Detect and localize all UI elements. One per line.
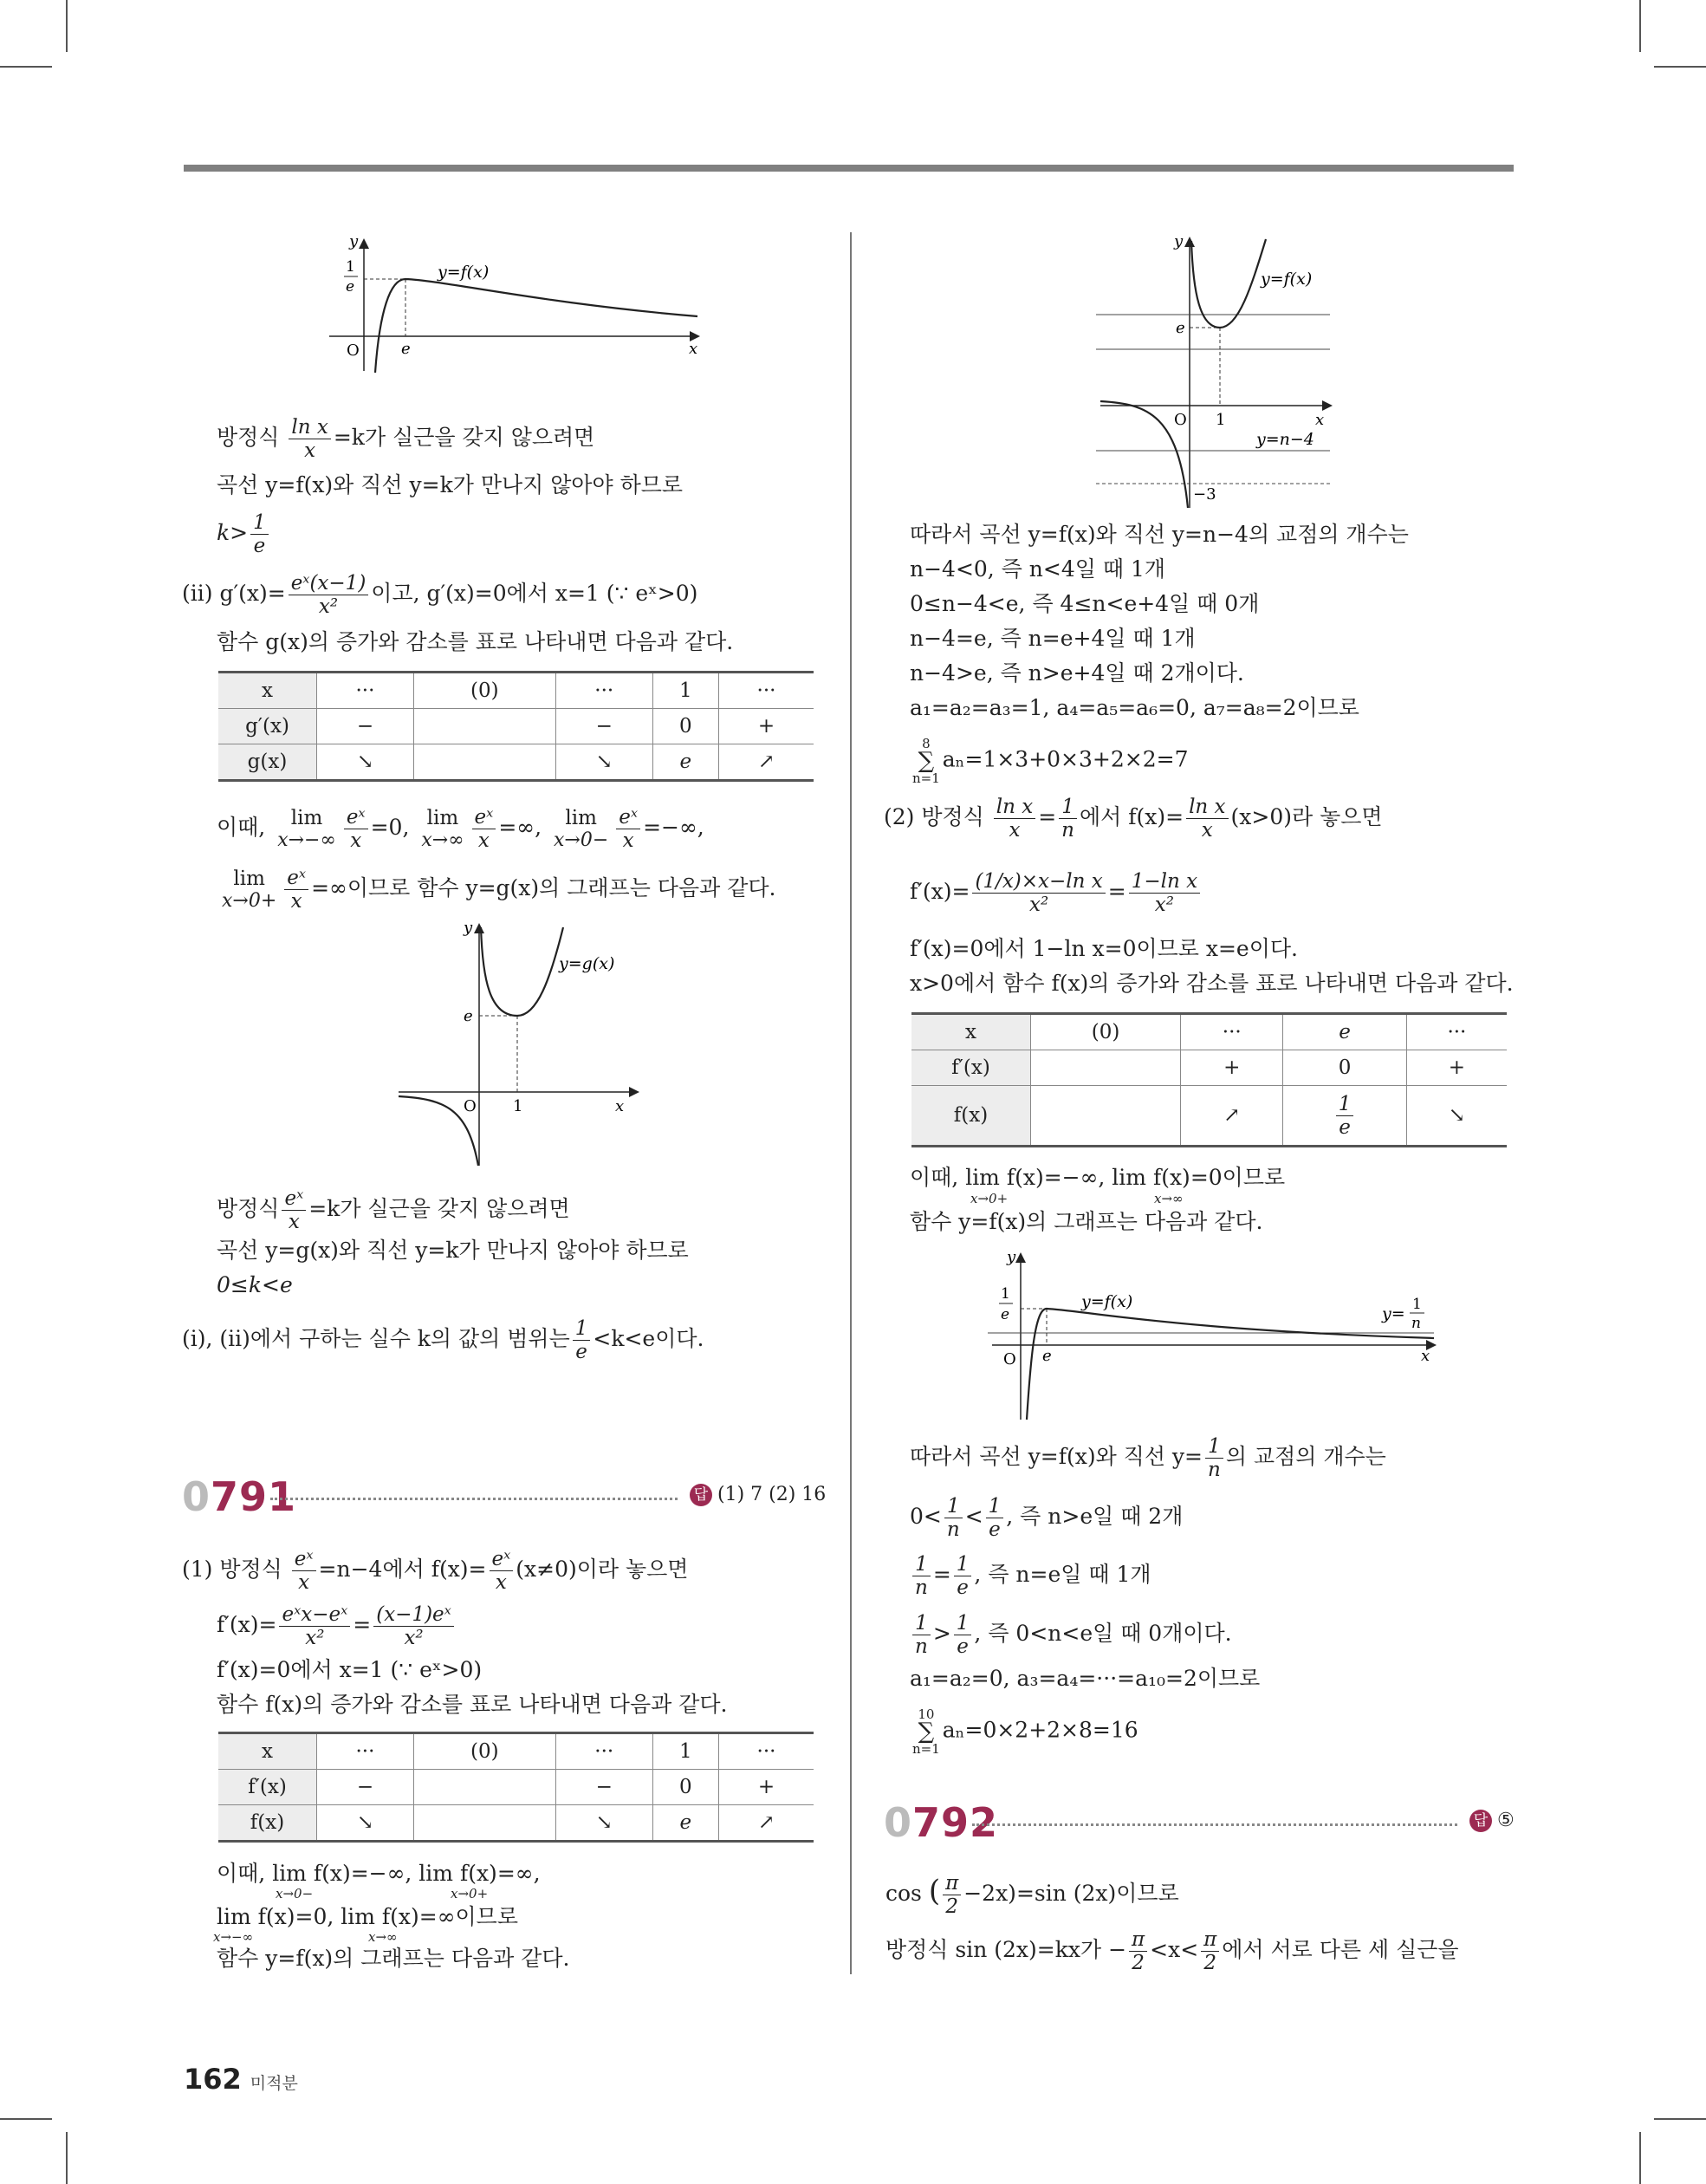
svg-text:1: 1 bbox=[1216, 411, 1226, 429]
text-line: 10 ∑ n=1aₙ=0×2+2×8=16 bbox=[912, 1706, 1138, 1757]
svg-text:y=n−4: y=n−4 bbox=[1256, 430, 1314, 449]
text-line: 함수 y=f(x)의 그래프는 다음과 같다. bbox=[910, 1209, 1263, 1234]
answer-0792: 답 ⑤ bbox=[1469, 1810, 1515, 1832]
text-line: 함수 f(x)의 증가와 감소를 표로 나타내면 다음과 같다. bbox=[217, 1692, 728, 1717]
svg-text:O: O bbox=[1003, 1350, 1016, 1368]
text-line: 이때, lim f(x)=−∞, lim f(x)=0이므로 bbox=[910, 1165, 1286, 1190]
text-line: 8 ∑ n=1aₙ=1×3+0×3+2×2=7 bbox=[912, 736, 1189, 786]
svg-text:O: O bbox=[464, 1097, 477, 1115]
crop-mark bbox=[1639, 2132, 1641, 2184]
dotted-rule bbox=[270, 1498, 678, 1500]
table-g-increase-decrease: x ··· (0) ··· 1 ··· g′(x) − − 0 + g(x) ↘ ↘ e ↗ bbox=[218, 671, 814, 782]
subject-label: 미적분 bbox=[250, 2074, 298, 2093]
graph-g-ex-over-x bbox=[394, 919, 645, 1170]
text-line: n−4=e, 즉 n=e+4일 때 1개 bbox=[910, 626, 1196, 651]
crop-mark bbox=[66, 0, 68, 52]
text-line: x>0에서 함수 f(x)의 증가와 감소를 표로 나타내면 다음과 같다. bbox=[910, 971, 1514, 996]
svg-text:1: 1 bbox=[1001, 1285, 1010, 1303]
dotted-rule bbox=[972, 1823, 1457, 1826]
crop-mark bbox=[1654, 2118, 1706, 2120]
svg-text:O: O bbox=[347, 341, 360, 360]
svg-text:y: y bbox=[1174, 232, 1184, 250]
text-line: (1) 방정식 $\frac{\text{eˣ}}{x}$ =n−4에서 f(x)= $\frac{\text{eˣ}}{x}$ (x≠0)이라 놓으면 bbox=[182, 1548, 689, 1594]
crop-mark bbox=[0, 2118, 52, 2120]
text-line: k> $\frac{1}{e}$ bbox=[217, 511, 271, 557]
svg-text:e: e bbox=[1001, 1306, 1010, 1323]
svg-text:e: e bbox=[346, 278, 355, 296]
header-bar bbox=[184, 165, 1514, 172]
text-line: 함수 g(x)의 증가와 감소를 표로 나타내면 다음과 같다. bbox=[217, 629, 734, 654]
text-line: f′(x)= $\frac{\text{eˣx−eˣ}}{\text{x²}}$ = $\frac{\text{(x−1)eˣ}}{\text{x²}}$ bbox=[217, 1603, 457, 1649]
text-line: 0≤k<e bbox=[217, 1272, 293, 1297]
graph-f-lnx-over-x bbox=[325, 234, 706, 373]
column-divider bbox=[850, 232, 852, 1974]
problem-number-0792: 0792 bbox=[884, 1799, 999, 1846]
text-line: (2) 방정식 $\frac{\text{ln x}}{x}$ = $\frac{1}{n}$ 에서 f(x)= $\frac{\text{ln x}}{x}$ (x>0)라 놓으면 bbox=[884, 796, 1383, 842]
text-line: cos ( $\frac{\pi}{2}$ −2x)=sin (2x)이므로 bbox=[885, 1872, 1179, 1918]
text-line: (i), (ii)에서 구하는 실수 k의 값의 범위는 $\frac{1}{e}$ <k<e이다. bbox=[182, 1317, 704, 1363]
text-line: lim x→0+ $\frac{\text{eˣ}}{x}$ =∞이므로 함수 y=g(x)의 그래프는 다음과 같다. bbox=[222, 867, 776, 913]
text-line: lim f(x)=0, lim f(x)=∞이므로 bbox=[217, 1904, 518, 1929]
svg-text:y: y bbox=[1007, 1248, 1016, 1266]
text-line: (ii) g′(x)= $\frac{\text{eˣ(x−1)}}{\text{x²}}$ 이고, g′(x)=0에서 x=1 (∵ eˣ>0) bbox=[182, 572, 698, 618]
text-line: a₁=a₂=a₃=1, a₄=a₅=a₆=0, a₇=a₈=2이므로 bbox=[910, 695, 1359, 720]
crop-mark bbox=[1654, 66, 1706, 68]
text-line: f′(x)=0에서 1−ln x=0이므로 x=e이다. bbox=[910, 936, 1298, 961]
table-f-lnx-increase-decrease: x (0) ··· e ··· f′(x) + 0 + f(x) ↗ $\frac{1}{e}$ ↘ bbox=[911, 1012, 1507, 1147]
svg-text:1: 1 bbox=[513, 1097, 523, 1115]
svg-text:e: e bbox=[1042, 1347, 1052, 1365]
svg-text:x: x bbox=[689, 340, 698, 358]
text-line: 0≤n−4<e, 즉 4≤n<e+4일 때 0개 bbox=[910, 591, 1260, 616]
svg-text:O: O bbox=[1174, 411, 1187, 429]
svg-text:e: e bbox=[1176, 319, 1185, 337]
svg-text:y=f(x): y=f(x) bbox=[1261, 270, 1313, 289]
text-line: 곡선 y=g(x)와 직선 y=k가 만나지 않아야 하므로 bbox=[217, 1238, 689, 1263]
page-footer bbox=[184, 2063, 298, 2096]
text-line: 방정식 $\frac{\text{eˣ}}{x}$ =k가 실근을 갖지 않으려면 bbox=[217, 1187, 570, 1233]
answer-0791: 답 (1) 7 (2) 16 bbox=[690, 1484, 826, 1506]
svg-text:−3: −3 bbox=[1193, 485, 1216, 504]
svg-text:y=: y= bbox=[1382, 1304, 1405, 1323]
lim-subscript: x→∞ bbox=[368, 1929, 398, 1945]
text-line: 이때, lim x→−∞ $\frac{\text{eˣ}}{x}$ =0, lim x→∞ $\frac{\text{eˣ}}{x}$ =∞, lim x→0− $\frac{\text{eˣ}}{x}$ =−∞, bbox=[217, 806, 704, 852]
lim-subscript: x→0− bbox=[276, 1886, 314, 1901]
crop-mark bbox=[66, 2132, 68, 2184]
svg-text:y: y bbox=[349, 234, 359, 250]
svg-text:x: x bbox=[615, 1097, 625, 1115]
svg-text:y=g(x): y=g(x) bbox=[559, 954, 615, 973]
svg-text:e: e bbox=[464, 1007, 473, 1025]
text-line: 0< $\frac{1}{n}$ < $\frac{1}{e}$ , 즉 n>e일 때 2개 bbox=[910, 1495, 1184, 1541]
text-line: f′(x)= $\frac{\text{(1/x)×x−ln x}}{\text{x²}}$ = $\frac{\text{1−ln x}}{\text{x²}}$ bbox=[910, 870, 1203, 916]
text-line: 곡선 y=f(x)와 직선 y=k가 만나지 않아야 하므로 bbox=[217, 472, 684, 497]
text-line: 방정식 $\frac{\text{ln x}}{x}$ =k가 실근을 갖지 않으려면 bbox=[217, 416, 595, 462]
text-line: 따라서 곡선 y=f(x)와 직선 y=n−4의 교점의 개수는 bbox=[910, 522, 1409, 547]
text-line: 이때, lim f(x)=−∞, lim f(x)=∞, bbox=[217, 1861, 541, 1886]
text-line: a₁=a₂=0, a₃=a₄=···=a₁₀=2이므로 bbox=[910, 1666, 1261, 1691]
svg-text:1: 1 bbox=[1412, 1296, 1422, 1313]
lim-subscript: x→0+ bbox=[451, 1886, 489, 1901]
problem-number-0791: 0791 bbox=[182, 1473, 297, 1520]
svg-text:n: n bbox=[1411, 1315, 1421, 1332]
text-line: n−4>e, 즉 n>e+4일 때 2개이다. bbox=[910, 660, 1244, 686]
table-f-increase-decrease: x ··· (0) ··· 1 ··· f′(x) − − 0 + f(x) ↘ ↘ e ↗ bbox=[218, 1732, 814, 1843]
graph-f-with-line-n-minus-4 bbox=[1096, 232, 1339, 510]
text-line: f′(x)=0에서 x=1 (∵ eˣ>0) bbox=[217, 1657, 483, 1682]
svg-text:x: x bbox=[1421, 1347, 1430, 1365]
text-line: $\frac{1}{n}$ > $\frac{1}{e}$ , 즉 0<n<e일 때 0개이다. bbox=[910, 1612, 1232, 1658]
svg-text:1: 1 bbox=[346, 258, 355, 276]
svg-text:y=f(x): y=f(x) bbox=[438, 263, 490, 282]
text-line: 함수 y=f(x)의 그래프는 다음과 같다. bbox=[217, 1946, 570, 1971]
crop-mark bbox=[1639, 0, 1641, 52]
text-line: n−4<0, 즉 n<4일 때 1개 bbox=[910, 556, 1166, 582]
svg-text:x: x bbox=[1315, 411, 1325, 429]
graph-f-with-line-1-over-n bbox=[988, 1248, 1438, 1421]
svg-text:y=f(x): y=f(x) bbox=[1081, 1292, 1133, 1311]
lim-subscript: x→0+ bbox=[970, 1191, 1009, 1206]
svg-text:y: y bbox=[464, 919, 473, 937]
lim-subscript: x→−∞ bbox=[213, 1929, 254, 1945]
text-line: 따라서 곡선 y=f(x)와 직선 y= $\frac{1}{n}$ 의 교점의 개수는 bbox=[910, 1435, 1386, 1481]
text-line: 방정식 sin (2x)=kx가 − $\frac{\pi}{2}$ <x< $\frac{\pi}{2}$ 에서 서로 다른 세 실근을 bbox=[885, 1928, 1459, 1974]
text-line: $\frac{1}{n}$ = $\frac{1}{e}$ , 즉 n=e일 때 1개 bbox=[910, 1553, 1151, 1599]
crop-mark bbox=[0, 66, 52, 68]
page-number: 162 bbox=[184, 2063, 242, 2096]
lim-subscript: x→∞ bbox=[1154, 1191, 1184, 1206]
svg-text:e: e bbox=[401, 340, 411, 358]
